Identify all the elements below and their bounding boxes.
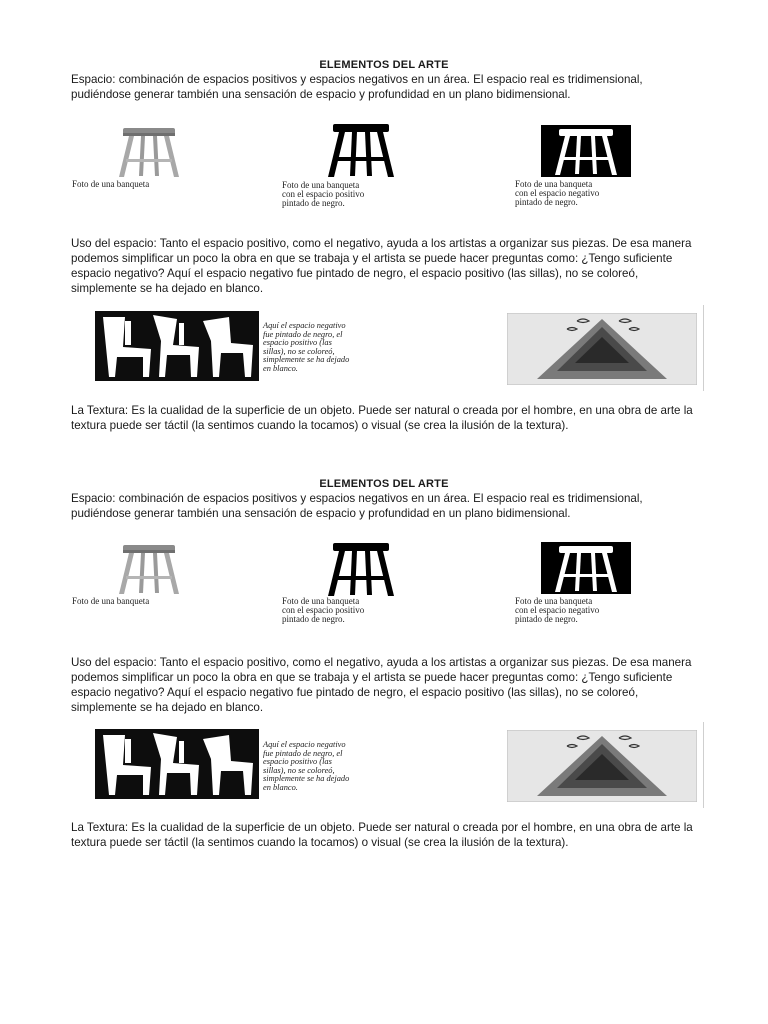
paragraph-espacio: Espacio: combinación de espacios positivos y espacios negativos en un área. El espacio real es tridimensional, pudiéndose generar también una sensación de espacio y profundidad en un plano bidimensional. <box>71 73 643 101</box>
stool-negative-black-image <box>541 125 631 177</box>
stool-photo-image <box>113 543 185 595</box>
section-title: ELEMENTOS DEL ARTE <box>319 478 449 490</box>
tessellation-birds-fish-image <box>507 313 697 385</box>
chairs-negative-space-image <box>95 311 259 381</box>
stool-positive-black-image <box>325 541 397 597</box>
caption-stool-positive: Foto de una banqueta con el espacio positivo pintado de negro. <box>282 180 365 208</box>
paragraph-uso-del-espacio: Uso del espacio: Tanto el espacio positivo, como el negativo, ayuda a los artistas a organizar sus piezas. De esa manera podemos simplificar un poco la obra en que se trabaja y el artista se puede hacer preguntas como: ¿Tengo suficiente espacio negativo? Aquí el espacio negativo fue pintado de negro, el espacio positivo (las sillas), no se coloreó, simplemente se ha dejado en blanco. <box>71 656 692 714</box>
chairs-negative-space-image <box>95 729 259 799</box>
caption-chairs: Aquí el espacio negativo fue pintado de negro, el espacio positivo (las sillas), no se coloreó, simplemente se ha dejado en blanco. <box>263 740 350 792</box>
caption-stool-positive: Foto de una banqueta con el espacio positivo pintado de negro. <box>282 596 365 624</box>
paragraph-uso-del-espacio: Uso del espacio: Tanto el espacio positivo, como el negativo, ayuda a los artistas a organizar sus piezas. De esa manera podemos simplificar un poco la obra en que se trabaja y el artista se puede hacer preguntas como: ¿Tengo suficiente espacio negativo? Aquí el espacio negativo fue pintado de negro, el espacio positivo (las sillas), no se coloreó, simplemente se ha dejado en blanco. <box>71 237 692 295</box>
section-title: ELEMENTOS DEL ARTE <box>319 59 449 71</box>
caption-stool-photo: Foto de una banqueta <box>72 596 150 606</box>
paragraph-textura: La Textura: Es la cualidad de la superficie de un objeto. Puede ser natural o creada por el hombre, en una obra de arte la textura puede ser táctil (la sentimos cuando la tocamos) o visual (se crea la ilusión de la textura). <box>71 404 693 432</box>
caption-stool-photo: Foto de una banqueta <box>72 179 150 189</box>
divider-line <box>703 305 704 391</box>
tessellation-birds-fish-image <box>507 730 697 802</box>
caption-stool-negative: Foto de una banqueta con el espacio negativo pintado de negro. <box>515 179 600 207</box>
stool-negative-black-image <box>541 542 631 594</box>
paragraph-espacio: Espacio: combinación de espacios positivos y espacios negativos en un área. El espacio real es tridimensional, pudiéndose generar también una sensación de espacio y profundidad en un plano bidimensional. <box>71 492 643 520</box>
stool-photo-image <box>113 126 185 178</box>
caption-stool-negative: Foto de una banqueta con el espacio negativo pintado de negro. <box>515 596 600 624</box>
divider-line <box>703 722 704 808</box>
stool-positive-black-image <box>325 122 397 178</box>
caption-chairs: Aquí el espacio negativo fue pintado de negro, el espacio positivo (las sillas), no se coloreó, simplemente se ha dejado en blanco. <box>263 321 350 373</box>
paragraph-textura: La Textura: Es la cualidad de la superficie de un objeto. Puede ser natural o creada por el hombre, en una obra de arte la textura puede ser táctil (la sentimos cuando la tocamos) o visual (se crea la ilusión de la textura). <box>71 821 693 849</box>
